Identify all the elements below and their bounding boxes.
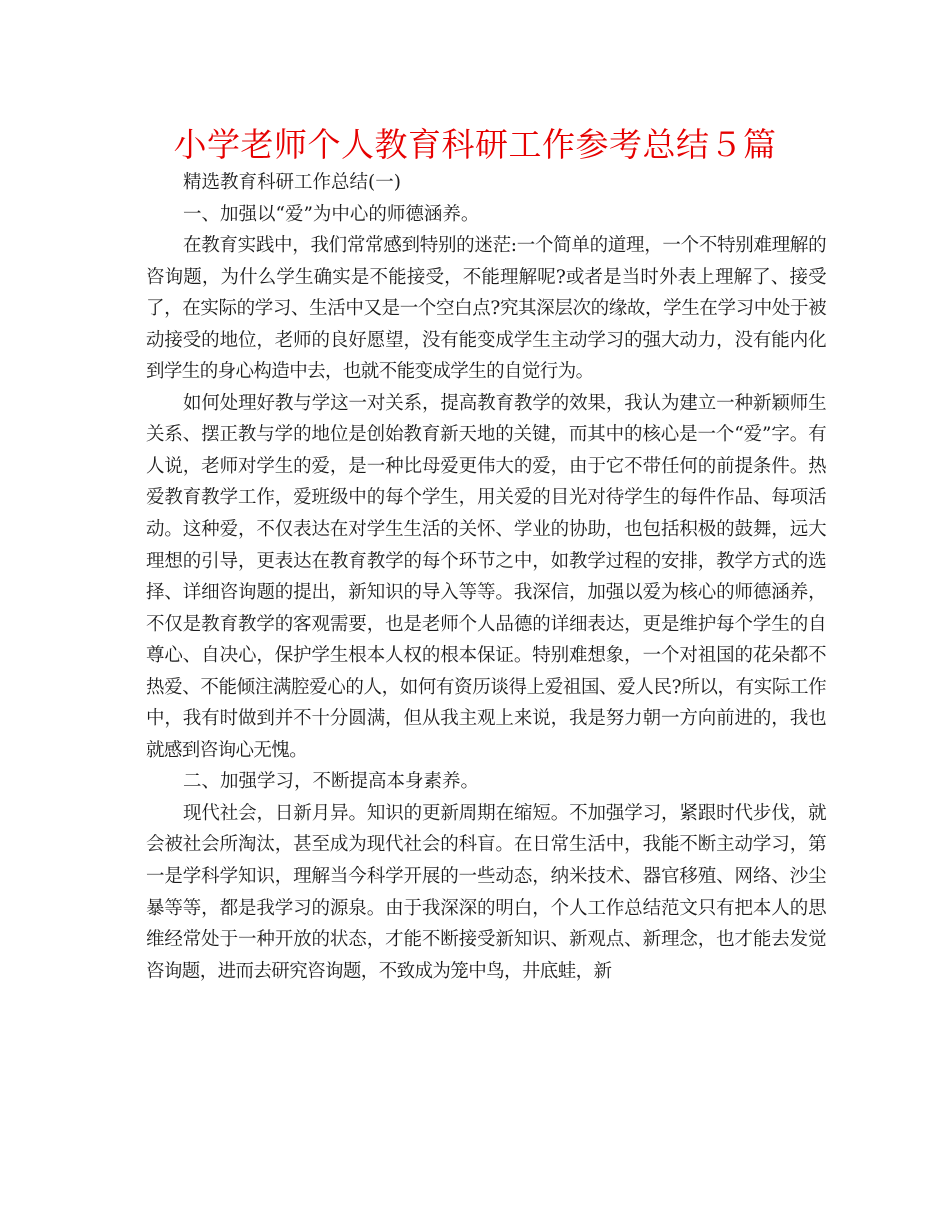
paragraph-confusion: 在教育实践中，我们常常感到特别的迷茫:一个简单的道理，一个不特别难理解的咨询题，为什么学生确实是不能接受，不能理解呢?或者是当时外表上理解了、接受了，在实际的学习、生活中又是一个空白点?究其深层次的缘故，学生在学习中处于被动接受的地位，老师的良好愿望，没有能变成学生主动学习的强大动力，没有能内化到学生的身心构造中去，也就不能变成学生的自觉行为。 bbox=[146, 235, 826, 383]
document-title: 小学老师个人教育科研工作参考总结５篇 bbox=[173, 125, 777, 164]
paragraph-modern-society: 现代社会，日新月异。知识的更新周期在缩短。不加强学习，紧跟时代步伐，就会被社会所淘汰，甚至成为现代社会的科盲。在日常生活中，我能不断主动学习，第一是学科学知识，理解当今科学开展的一些动态，纳米技术、器官移殖、网络、沙尘暴等等，都是我学习的源泉。由于我深深的明白，个人工作总结范文只有把本人的思维经常处于一种开放的状态，才能不断接受新知识、新观点、新理念，也才能去发觉咨询题，进而去研究咨询题，不致成为笼中鸟，井底蛙，新 bbox=[146, 802, 826, 982]
section-heading-1: 精选教育科研工作总结(一) bbox=[183, 172, 401, 193]
subheading-study: 二、加强学习，不断提高本身素养。 bbox=[183, 771, 480, 793]
subheading-love: 一、加强以“爱”为中心的师德涵养。 bbox=[183, 203, 480, 225]
paragraph-teacher-love: 如何处理好教与学这一对关系，提高教育教学的效果，我认为建立一种新颖师生关系、摆正教与学的地位是创始教育新天地的关键，而其中的核心是一个“爱”字。有人说，老师对学生的爱，是一种比母爱更伟大的爱，由于它不带任何的前提条件。热爱教育教学工作，爱班级中的每个学生，用关爱的目光对待学生的每件作品、每项活动。这种爱，不仅表达在对学生生活的关怀、学业的协助，也包括积极的鼓舞，远大理想的引导，更表达在教育教学的每个环节之中，如教学过程的安排，教学方式的选择、详细咨询题的提出，新知识的导入等等。我深信，加强以爱为核心的师德涵养，不仅是教育教学的客观需要，也是老师个人品德的详细表达，更是维护每个学生的自尊心、自决心，保护学生根本人权的根本保证。特别难想象，一个对祖国的花朵都不热爱、不能倾注满腔爱心的人，如何有资历谈得上爱祖国、爱人民?所以，有实际工作中，我有时做到并不十分圆满，但从我主观上来说，我是努力朝一方向前进的，我也就感到咨询心无愧。 bbox=[146, 392, 826, 761]
document-body bbox=[146, 167, 826, 987]
